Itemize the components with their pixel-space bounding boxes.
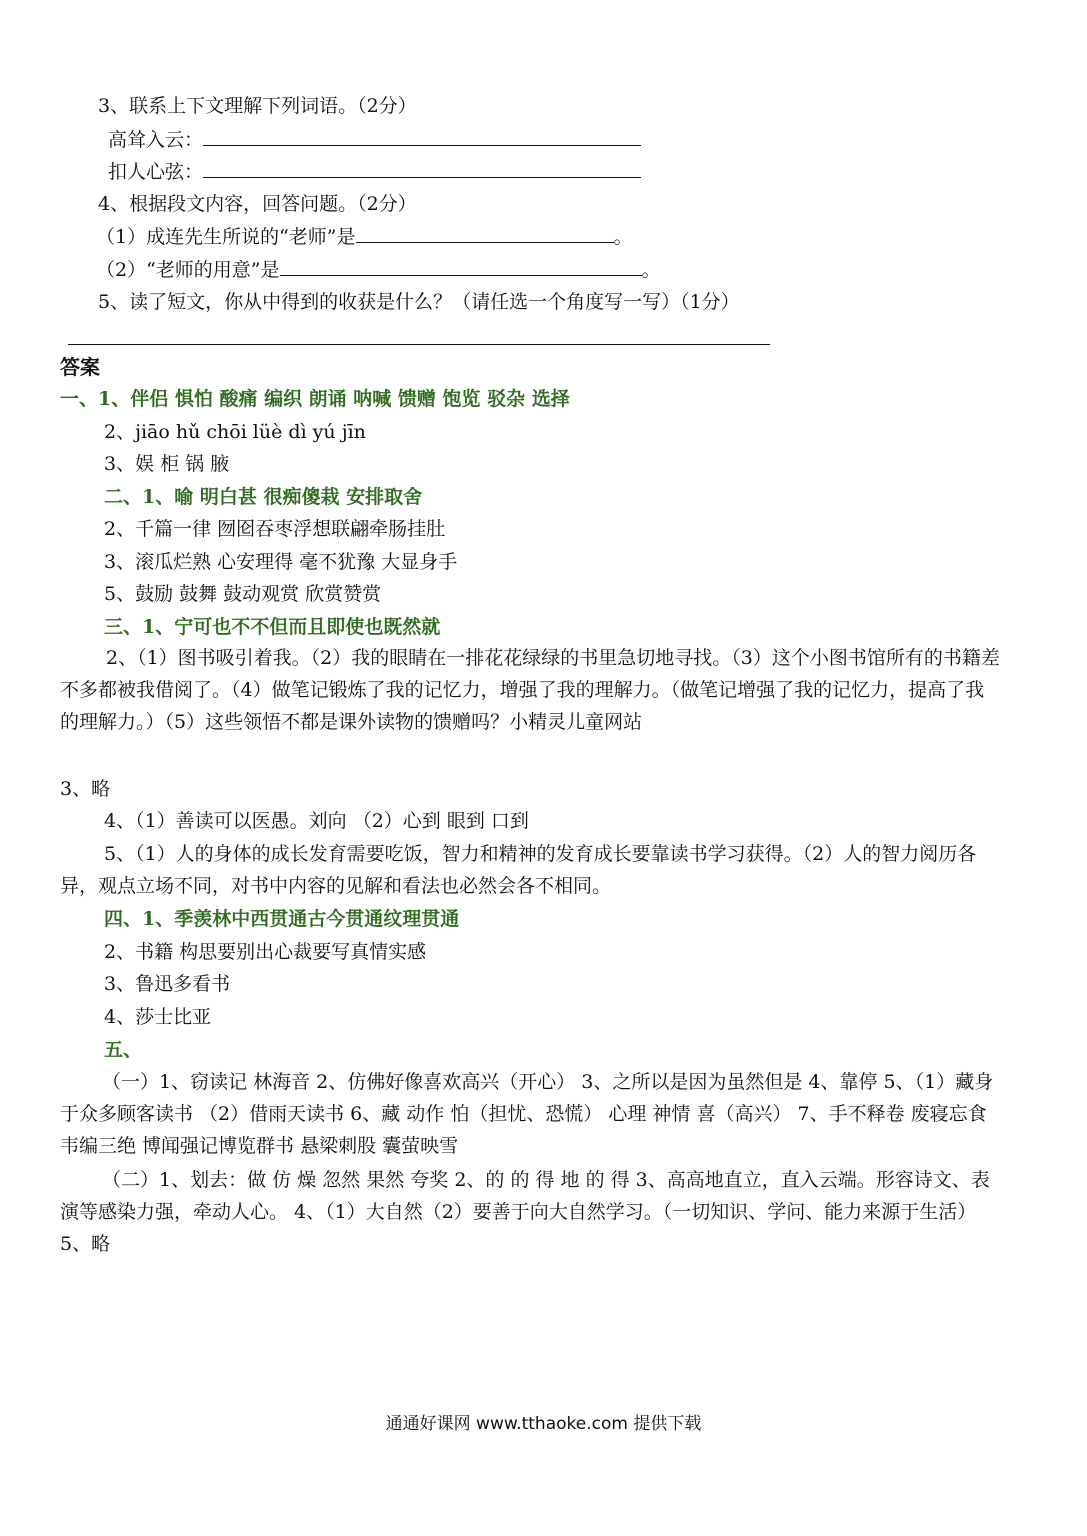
answer-section-2-item-5: 5、鼓励 鼓舞 鼓动观赏 欣赏赞赏 [104,583,382,605]
period: 。 [641,259,661,281]
answer-section-1-item-1: 一、1、伴侣 惧怕 酸痛 编织 朗诵 呐喊 馈赠 饱览 驳杂 选择 [60,388,570,410]
answer-line[interactable] [68,344,770,345]
answers-title: 答案 [60,355,100,379]
answer-section-2-item-1: 二、1、喻 明白甚 很痴傻栽 安排取舍 [104,486,423,508]
answer-blank[interactable] [280,257,642,276]
page-footer: 通通好课网 www.tthaoke.com 提供下载 [385,1414,702,1434]
question-4: 4、根据段文内容，回答问题。（2分） [98,193,417,215]
answer-section-3-item-3: 3、略 [60,778,111,800]
answer-section-2-item-3: 3、滚瓜烂熟 心安理得 毫不犹豫 大显身手 [104,551,458,573]
answer-section-4-item-4: 4、莎士比亚 [104,1006,212,1028]
answer-blank[interactable] [356,224,614,243]
answer-section-5-part-2: （二）1、划去：做 仿 燥 忽然 果然 夸奖 2、的 的 得 地 的 得 3、高高地直立，直入云端。形容诗文、表演等感染力强，牵动人心。 4、（1）大自然（2）要善于向大自然学习。（一切知识、学问、能力来源于生活） 5、略 [60,1169,990,1255]
answer-section-5-title: 五、 [104,1039,143,1061]
question-4-part-1-label: （1）成连先生所说的“老师”是 [96,226,356,248]
answer-section-2-item-2: 2、千篇一律 囫囵吞枣浮想联翩牵肠挂肚 [104,518,446,540]
question-3-item-a [108,127,641,153]
answer-section-1-item-2: 2、jiāo hǔ chōi lüè dì yú jīn [104,421,366,443]
answer-section-4-item-2: 2、书籍 构思要别出心裁要写真情实感 [104,941,427,963]
question-4-part-2-label: （2）“老师的用意”是 [96,259,280,281]
period: 。 [613,226,633,248]
question-4-part-1 [96,224,633,250]
answer-section-1-item-3: 3、娱 柜 锅 腋 [104,453,230,475]
answer-blank[interactable] [203,127,641,146]
answer-section-3-item-1: 三、1、宁可也不不但而且即使也既然就 [104,616,441,638]
answer-blank[interactable] [203,159,641,178]
answer-section-4-item-3: 3、鲁迅多看书 [104,973,231,995]
question-5: 5、读了短文，你从中得到的收获是什么？（请任选一个角度写一写）（1分） [98,291,740,313]
question-3-item-a-label: 高耸入云： [108,129,204,151]
question-3: 3、联系上下文理解下列词语。（2分） [98,95,417,117]
answer-section-3-item-5: 5、（1）人的身体的成长发育需要吃饭，智力和精神的发育成长要靠读书学习获得。（2）人的智力阅历各异，观点立场不同，对书中内容的见解和看法也必然会各不相同。 [60,843,977,897]
question-3-item-b-label: 扣人心弦： [108,161,204,183]
question-3-item-b [108,159,641,185]
answer-section-4-item-1: 四、1、季羡林中西贯通古今贯通纹理贯通 [104,908,460,930]
question-4-part-2 [96,257,661,283]
answer-section-3-item-2: 2、（1）图书吸引着我。（2）我的眼睛在一排花花绿绿的书里急切地寻找。（3）这个小图书馆所有的书籍差不多都被我借阅了。（4）做笔记锻炼了我的记忆力，增强了我的理解力。（做笔记增强了我的记忆力，提高了我的理解力。）（5）这些领悟不都是课外读物的馈赠吗？小精灵儿童网站 [60,647,1000,733]
answer-section-5-part-1: （一）1、窃读记 林海音 2、仿佛好像喜欢高兴（开心） 3、之所以是因为虽然但是 4、靠停 5、（1）藏身于众多顾客读书 （2）借雨天读书 6、藏 动作 怕（担忧、恐慌） 心理 神情 喜（高兴） 7、手不释卷 废寝忘食 韦编三绝 博闻强记博览群书 悬梁刺股 囊萤映雪 [60,1071,994,1157]
answer-section-3-item-4: 4、（1）善读可以医愚。刘向 （2）心到 眼到 口到 [104,810,529,832]
